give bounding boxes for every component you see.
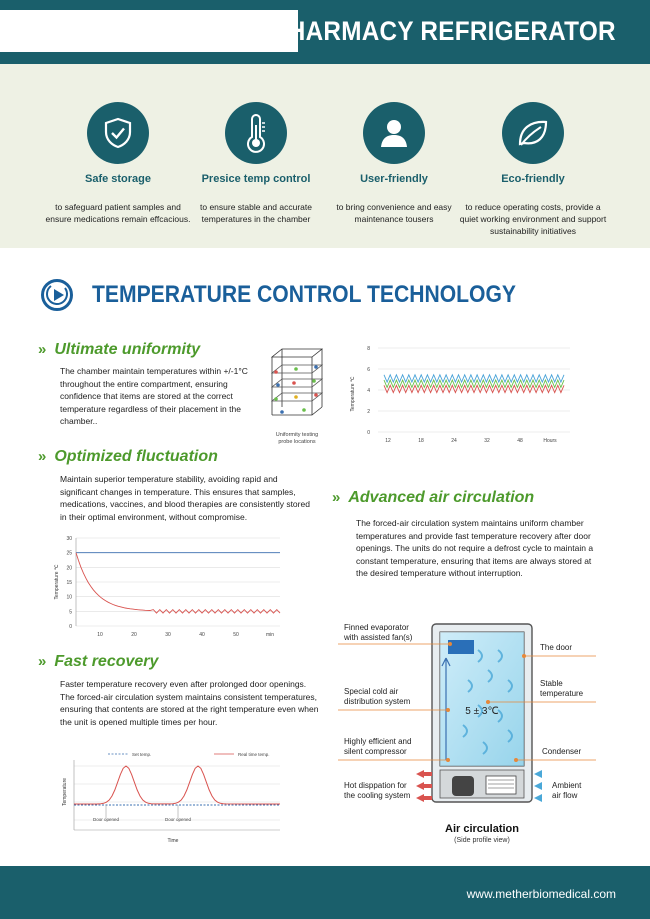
feature-title: Presice temp control: [201, 173, 311, 185]
label-condenser: Condenser: [542, 747, 582, 756]
y-tick-label: 25: [66, 550, 72, 557]
legend-label-set: Set temp.: [132, 752, 152, 757]
y-tick-label: 4: [367, 388, 370, 394]
label-stable: Stable: [540, 679, 563, 688]
compressor-icon: [452, 776, 474, 796]
chevron-right-icon: »: [38, 341, 47, 358]
y-tick-label: 6: [367, 367, 370, 373]
x-tick-label: 48: [517, 438, 523, 444]
evaporator-icon: [448, 640, 474, 654]
air-circulation-heading: » Advanced air circulation: [332, 489, 535, 506]
uniformity-probe-diagram: [268, 345, 326, 429]
feature-title: Safe storage: [84, 173, 152, 185]
x-tick-label: 40: [199, 632, 205, 638]
chevron-right-icon: »: [332, 489, 341, 506]
x-tick-label: 12: [385, 438, 391, 444]
fluctuation-chart: [48, 530, 288, 642]
label-cold-air: Special cold air: [344, 687, 399, 696]
diagram-subtitle: (Side profile view): [454, 837, 510, 844]
label-cold-air-2: distribution system: [344, 697, 411, 706]
y-tick-label: 20: [66, 565, 72, 572]
hot-air-arrows-icon: [416, 770, 432, 802]
feature-title: User-friendly: [360, 173, 428, 185]
annotation-door-opened: Door opened: [164, 817, 192, 822]
series-line-real-temp: [74, 766, 280, 804]
feature-desc: to safeguard patient samples and ensure medications remain effcacious.: [45, 202, 191, 224]
x-tick-label: 50: [233, 632, 239, 638]
x-axis-label: Time: [167, 838, 179, 844]
footer-url[interactable]: www.metherbiomedical.com: [466, 887, 616, 901]
y-axis-label: Temperature ℃: [54, 564, 60, 600]
series-line-chamber: [76, 553, 280, 613]
diagram-title: Air circulation: [445, 823, 519, 835]
feature-temp-control: [181, 102, 331, 225]
feature-eco-friendly: [458, 102, 608, 237]
label-ambient: Ambient: [552, 781, 582, 790]
feature-desc: to ensure stable and accurate temperatures in the chamber: [200, 202, 312, 224]
air-circulation-text: The forced-air circulation system maintains uniform chamber temperatures and provide fast temperature recovery after door openings. The units do not require a defrost cycle to maintain a constant temperature, ensuring that items are always stored at the desired temperature without interruption.: [356, 518, 594, 578]
page-title: PHARMACY REFRIGERATOR: [271, 16, 616, 46]
recovery-chart: [58, 746, 286, 848]
y-tick-label: 30: [66, 536, 72, 542]
features-band: [0, 64, 650, 248]
fluctuation-text: Maintain superior temperature stability, avoiding rapid and significant changes in temperature. This ensures that samples, medications, vaccines, and blood therapies are consistently stored in their optimal environment, without compromise.: [60, 474, 310, 522]
uniformity-text: The chamber maintain temperatures within +/-1°C throughout the entire compartment, ensuring confidence that items are stored at the correct temperature regardless of their placement in the chamber..: [60, 366, 248, 426]
y-tick-label: 5: [69, 609, 72, 616]
series-line-probe-high: [384, 375, 564, 382]
condenser-icon: [486, 776, 516, 794]
brand-logo-icon: [40, 278, 74, 312]
uniformity-caption: Uniformity testing probe locations: [275, 432, 319, 445]
chevron-right-icon: »: [38, 448, 47, 465]
label-hot: Hot disppation for: [344, 781, 407, 790]
label-stable-2: temperature: [540, 689, 584, 698]
user-icon: [363, 102, 425, 164]
x-tick-label: 18: [418, 438, 424, 444]
y-tick-label: 0: [367, 430, 370, 436]
feature-user-friendly: [319, 102, 469, 225]
feature-safe-storage: [43, 102, 193, 225]
chevron-right-icon: »: [38, 653, 47, 670]
page-footer: [0, 866, 650, 919]
temperature-display: 5 ± 3℃: [465, 706, 499, 717]
label-compressor: Highly efficient and: [344, 737, 412, 746]
uniformity-chart: [348, 342, 584, 446]
label-evaporator: Finned evaporator: [344, 623, 409, 632]
y-axis-label: Temperature ℃: [350, 376, 356, 412]
y-tick-label: 15: [66, 580, 72, 586]
y-axis-label: Temperature: [62, 777, 68, 807]
x-tick-label: 10: [97, 632, 103, 638]
ambient-air-arrows-icon: [534, 770, 542, 802]
feature-desc: to bring convenience and easy maintenance tousers: [336, 202, 452, 224]
y-tick-label: 0: [69, 624, 72, 630]
y-tick-label: 8: [367, 346, 370, 352]
shield-check-icon: [87, 102, 149, 164]
label-hot-2: the cooling system: [344, 791, 411, 800]
section-heading: [40, 278, 574, 312]
label-compressor-2: silent compressor: [344, 747, 407, 756]
label-door: The door: [540, 643, 573, 652]
header-white-band: [0, 10, 298, 52]
page-header: [0, 0, 650, 64]
x-tick-label: min: [265, 632, 275, 638]
section-title: TEMPERATURE CONTROL TECHNOLOGY: [92, 281, 516, 308]
air-circulation-diagram: [338, 610, 596, 850]
feature-desc: to reduce operating costs, provide a quiet working environment and support sustainability initiatives: [459, 202, 607, 236]
x-tick-label: 30: [165, 632, 171, 638]
y-tick-label: 10: [66, 594, 72, 601]
legend-label-real: Real time temp.: [238, 752, 270, 757]
recovery-heading: » Fast recovery: [38, 653, 159, 670]
leaf-icon: [502, 102, 564, 164]
y-tick-label: 2: [367, 409, 370, 415]
recovery-text: Faster temperature recovery even after prolonged door openings. The forced-air circulation system maintains consistent temperatures, ensuring that contents are stored at the right temperature even when the unit is opened multiple times per hour.: [60, 679, 319, 727]
feature-title: Eco-friendly: [501, 173, 565, 185]
x-tick-label: Hours: [543, 438, 557, 444]
uniformity-heading: » Ultimate uniformity: [38, 341, 201, 358]
thermometer-icon: [225, 102, 287, 164]
x-tick-label: 24: [451, 438, 457, 444]
fluctuation-heading: » Optimized fluctuation: [38, 448, 218, 465]
label-ambient-2: air flow: [552, 791, 578, 800]
label-evaporator-2: with assisted fan(s): [344, 633, 413, 642]
annotation-door-opened: Door opened: [92, 817, 120, 822]
x-tick-label: 20: [131, 632, 137, 638]
x-tick-label: 32: [484, 438, 490, 444]
